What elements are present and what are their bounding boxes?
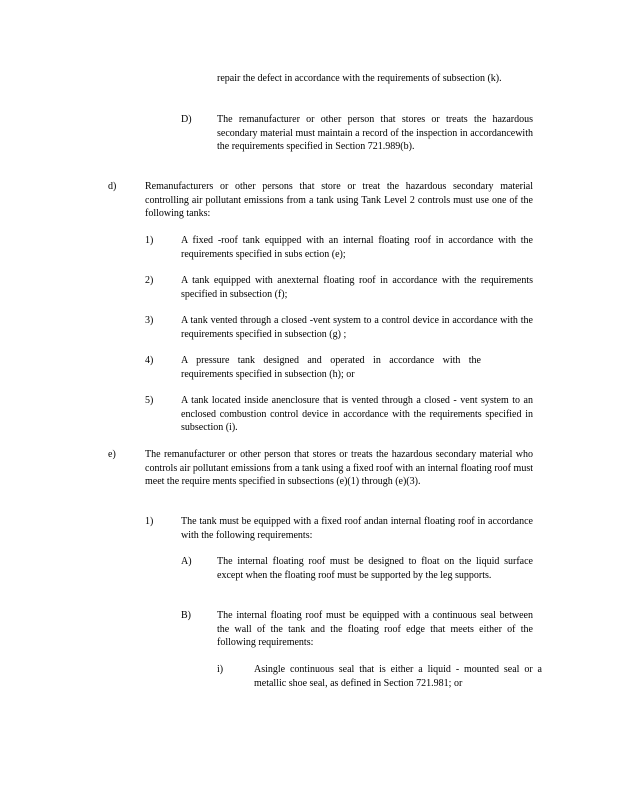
item-marker: 3) bbox=[145, 315, 154, 326]
paragraph-text: The remanufacturer or other person that stores or treats the hazardous secondary material who controls air pollutant emissions from a tank using a fixed roof with an internal floating roof must meet the require ments specified in subsections (e)(1) through (e)(3). bbox=[145, 449, 533, 487]
paragraph-text: The tank must be equipped with a fixed roof andan internal floating roof in accordance with the following requirements: bbox=[181, 516, 533, 541]
paragraph-text: A fixed -roof tank equipped with an internal floating roof in accordance with the requirements specified in subs ection (e); bbox=[181, 235, 533, 260]
item-marker: i) bbox=[217, 664, 224, 675]
paragraph-text: The internal floating roof must be equipped with a continuous seal between the wall of the tank and the floating roof edge that meets either of the following requirements: bbox=[217, 610, 533, 648]
paragraph-text: The internal floating roof must be designed to float on the liquid surface except when the floating roof must be supported by the leg supports. bbox=[217, 556, 533, 581]
item-marker: B) bbox=[181, 610, 191, 621]
paragraph-text: A tank vented through a closed -vent system to a control device in accordance with the requirements specified in subsection (g) ; bbox=[181, 315, 533, 340]
paragraph-text: A pressure tank designed and operated in accordance with the requirements specified in subsection (h); or bbox=[181, 355, 481, 380]
paragraph-text: A tank equipped with anexternal floating roof in accordance with the requirements specified in subsection (f); bbox=[181, 275, 533, 300]
item-marker: 1) bbox=[145, 516, 154, 527]
item-marker: D) bbox=[181, 114, 192, 125]
item-marker: d) bbox=[108, 181, 117, 192]
item-marker: 1) bbox=[145, 235, 154, 246]
paragraph-text: Asingle continuous seal that is either a liquid - mounted seal or a metallic shoe seal, as defined in Section 721.981; or bbox=[254, 664, 542, 689]
paragraph-text: A tank located inside anenclosure that is vented through a closed - vent system to an enclosed combustion control device in accordance with the requirements specified in subsection (i). bbox=[181, 395, 533, 433]
paragraph-text: repair the defect in accordance with the requirements of subsection (k). bbox=[217, 73, 502, 84]
item-marker: 2) bbox=[145, 275, 154, 286]
item-marker: e) bbox=[108, 449, 116, 460]
paragraph-text: The remanufacturer or other person that stores or treats the hazardous secondary material must maintain a record of the inspection in accordancewith the requirements specified in Section 721.989(b). bbox=[217, 114, 533, 152]
item-marker: A) bbox=[181, 556, 192, 567]
paragraph-text: Remanufacturers or other persons that store or treat the hazardous secondary material controlling air pollutant emissions from a tank using Tank Level 2 controls must use one of the following tanks: bbox=[145, 181, 533, 219]
item-marker: 5) bbox=[145, 395, 154, 406]
item-marker: 4) bbox=[145, 355, 154, 366]
